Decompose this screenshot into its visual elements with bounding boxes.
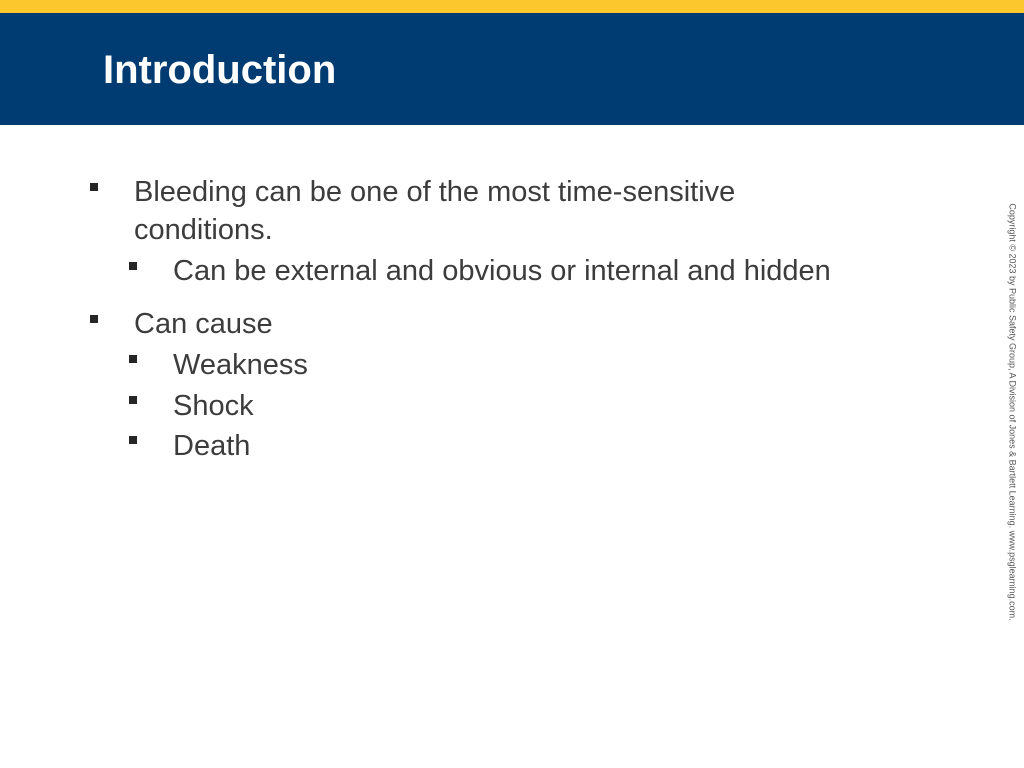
bullet-marker [90,183,98,191]
sub-bullet-marker [129,396,137,404]
sub-bullet-text: Shock [173,390,254,422]
sub-bullet-text: Weakness [173,349,308,381]
sub-bullet-marker [129,355,137,363]
sub-bullet-text: Can be external and obvious or internal and hidden [173,255,831,287]
copyright-notice: Copyright © 2023 by Public Safety Group, A Division of Jones & Bartlett Learning. www.psglearning.com. [1007,203,1018,621]
bullet-text-continued: conditions. [134,214,273,246]
bullet-text: Can cause [134,308,273,340]
slide-title: Introduction [103,48,337,92]
bullet-text: Bleeding can be one of the most time-sensitive [134,176,736,208]
sub-bullet-marker [129,436,137,444]
bullet-marker [90,315,98,323]
sub-bullet-text: Death [173,430,251,462]
sub-bullet-marker [129,262,137,270]
